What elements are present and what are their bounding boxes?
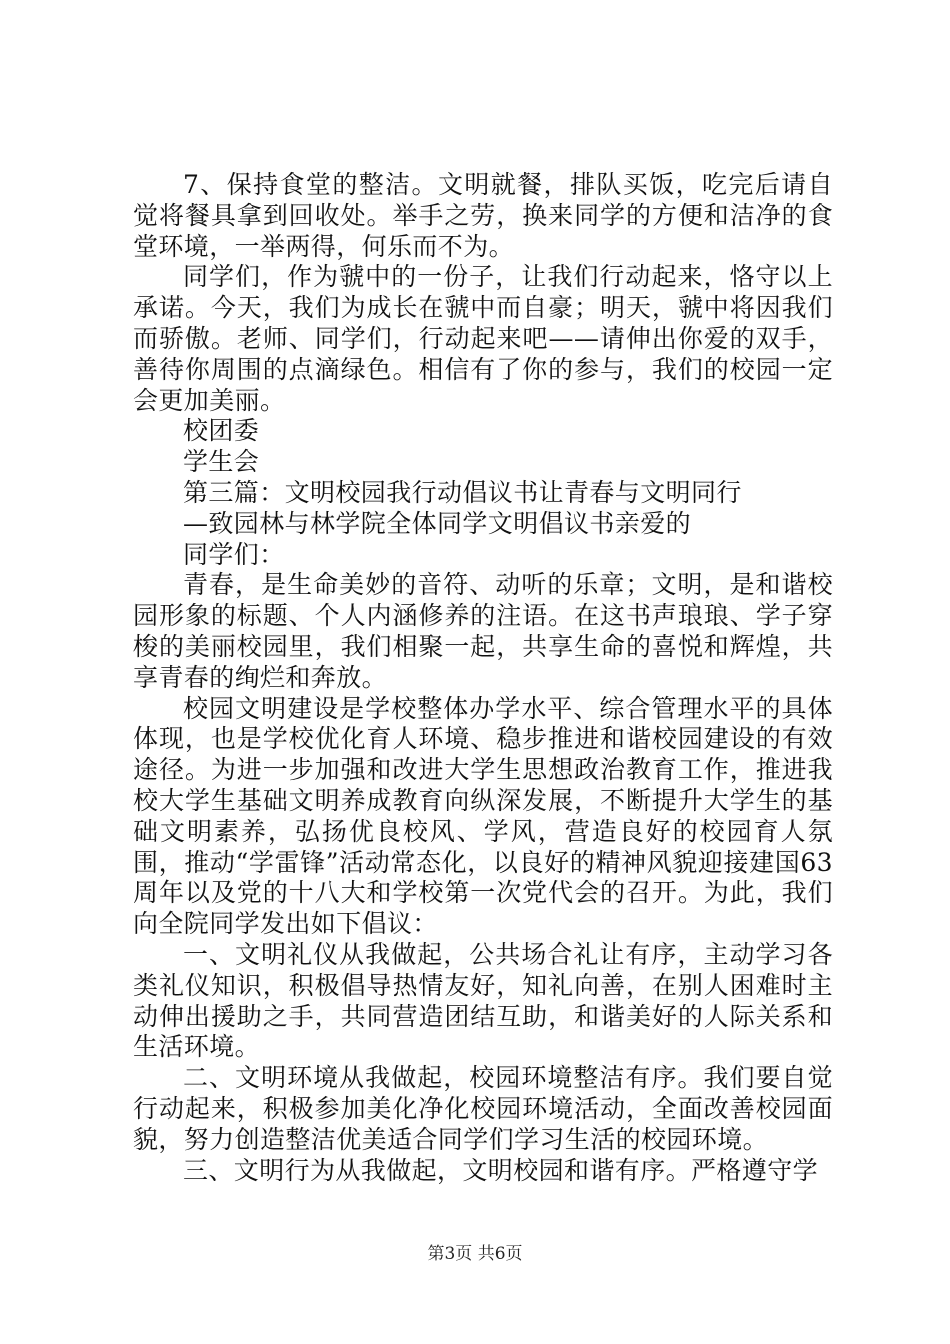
salutation: 同学们： bbox=[183, 539, 285, 569]
signature-student-union: 学生会 bbox=[183, 447, 260, 477]
page-number-footer: 第3页 共6页 bbox=[427, 1244, 523, 1264]
paragraph-canteen: 7、保持食堂的整洁。文明就餐，排队买饭，吃完后请自觉将餐具拿到回收处。举手之劳，换来同学的方便和洁净的食堂环境，一举两得，何乐而不为。 bbox=[133, 170, 833, 261]
paragraph-proposal-one: 一、文明礼仪从我做起，公共场合礼让有序，主动学习各类礼仪知识，积极倡导热情友好，知礼向善，在别人困难时主动伸出援助之手，共同营造团结互助，和谐美好的人际关系和生活环境。 bbox=[133, 939, 833, 1062]
paragraph-call-to-action: 同学们，作为虢中的一份子，让我们行动起来，恪守以上承诺。今天，我们为成长在虢中而自豪；明天，虢中将因我们而骄傲。老师、同学们，行动起来吧——请伸出你爱的双手，善待你周围的点滴绿色。相信有了你的参与，我们的校园一定会更加美丽。 bbox=[133, 262, 833, 415]
signature-youth-league: 校团委 bbox=[183, 416, 260, 446]
document-body bbox=[133, 170, 833, 1186]
paragraph-proposal-three: 三、文明行为从我做起，文明校园和谐有序。严格遵守学 bbox=[183, 1155, 819, 1185]
section-subheading: —致园林与林学院全体同学文明倡议书亲爱的 bbox=[183, 508, 692, 538]
paragraph-campus-culture: 校园文明建设是学校整体办学水平、综合管理水平的具体体现，也是学校优化育人环境、稳步推进和谐校园建设的有效途径。为进一步加强和改进大学生思想政治教育工作，推进我校大学生基础文明养成教育向纵深发展，不断提升大学生的基础文明素养，弘扬优良校风、学风，营造良好的校园育人氛围，推动“学雷锋”活动常态化，以良好的精神风貌迎接建国63周年以及党的十八大和学校第一次党代会的召开。为此，我们向全院同学发出如下倡议： bbox=[133, 693, 833, 939]
section-heading: 第三篇：文明校园我行动倡议书让青春与文明同行 bbox=[183, 477, 742, 507]
paragraph-proposal-two: 二、文明环境从我做起，校园环境整洁有序。我们要自觉行动起来，积极参加美化净化校园环境活动，全面改善校园面貌，努力创造整洁优美适合同学们学习生活的校园环境。 bbox=[133, 1063, 833, 1154]
paragraph-youth: 青春，是生命美妙的音符、动听的乐章；文明，是和谐校园形象的标题、个人内涵修养的注语。在这书声琅琅、学子穿梭的美丽校园里，我们相聚一起，共享生命的喜悦和辉煌，共享青春的绚烂和奔放。 bbox=[133, 570, 833, 692]
